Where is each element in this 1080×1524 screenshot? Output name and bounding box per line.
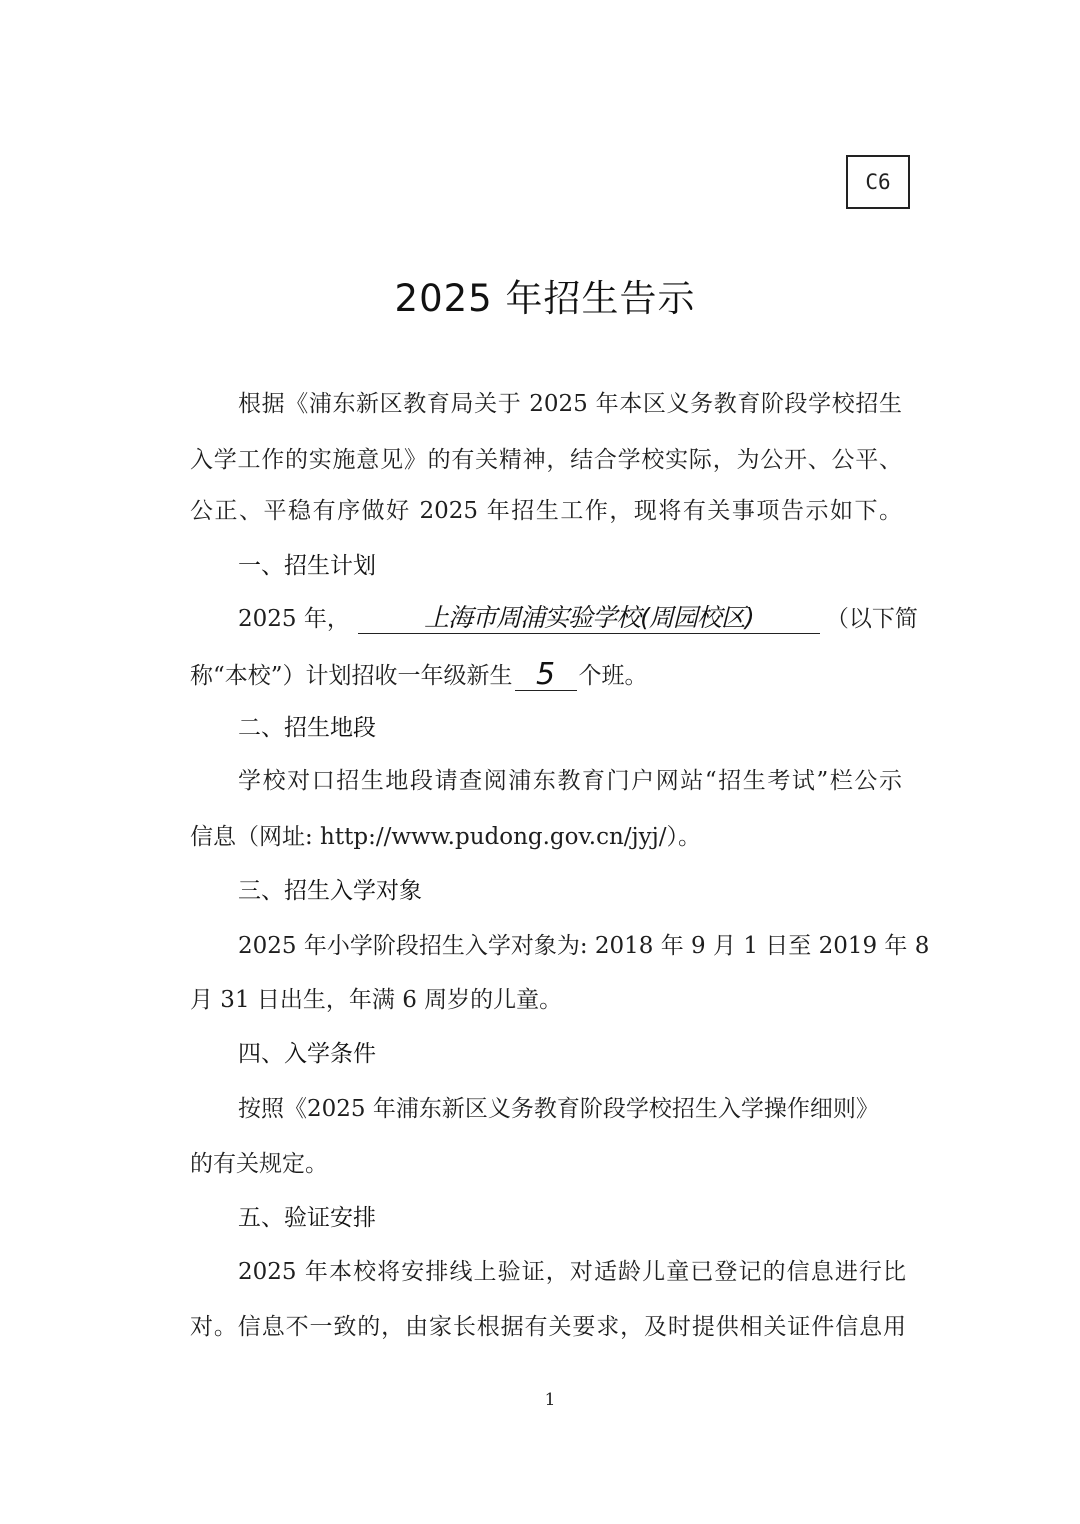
page-title: 2025 年招生告示 — [394, 277, 696, 320]
section-heading-enrollment-area: 二、招生地段 — [238, 715, 376, 741]
handwritten-school-name: 上海市周浦实验学校(周园校区) — [358, 603, 820, 634]
enrollment-area-line-2: 信息（网址: http://www.pudong.gov.cn/jyj/）。 — [190, 824, 702, 850]
document-code-box: C6 — [846, 155, 910, 209]
enrollment-plan-line-1 — [238, 603, 918, 634]
admission-conditions-line-2: 的有关规定。 — [190, 1151, 328, 1177]
line2-suffix: 个班。 — [578, 663, 648, 689]
enrollment-target-line-1: 2025 年小学阶段招生入学对象为: 2018 年 9 月 1 日至 2019 年 8 — [238, 933, 930, 959]
enrollment-plan-line-2 — [190, 657, 648, 692]
intro-line-2: 入学工作的实施意见》的有关精神，结合学校实际，为公开、公平、 — [190, 447, 902, 473]
section-heading-enrollment-plan: 一、招生计划 — [238, 553, 376, 579]
intro-line-1: 根据《浦东新区教育局关于 2025 年本区义务教育阶段学校招生 — [238, 391, 902, 417]
intro-line-3: 公正、平稳有序做好 2025 年招生工作，现将有关事项告示如下。 — [190, 498, 902, 524]
enrollment-area-line-1: 学校对口招生地段请查阅浦东教育门户网站“招生考试”栏公示 — [238, 768, 902, 794]
section-heading-admission-conditions: 四、入学条件 — [238, 1041, 376, 1067]
section-heading-verification: 五、验证安排 — [238, 1205, 376, 1231]
verification-line-1: 2025 年本校将安排线上验证，对适龄儿童已登记的信息进行比 — [238, 1259, 906, 1285]
enrollment-target-line-2: 月 31 日出生，年满 6 周岁的儿童。 — [190, 987, 563, 1013]
section-heading-enrollment-target: 三、招生入学对象 — [238, 878, 422, 904]
line2-prefix: 称“本校”）计划招收一年级新生 — [190, 663, 513, 689]
page-number: 1 — [544, 1390, 556, 1410]
year-prefix: 2025 年， — [238, 606, 350, 632]
verification-line-2: 对。信息不一致的，由家长根据有关要求，及时提供相关证件信息用 — [190, 1314, 906, 1340]
handwritten-class-count: 5 — [515, 660, 577, 691]
paren-suffix: （以下简 — [825, 606, 918, 632]
admission-conditions-line-1: 按照《2025 年浦东新区义务教育阶段学校招生入学操作细则》 — [238, 1096, 879, 1122]
